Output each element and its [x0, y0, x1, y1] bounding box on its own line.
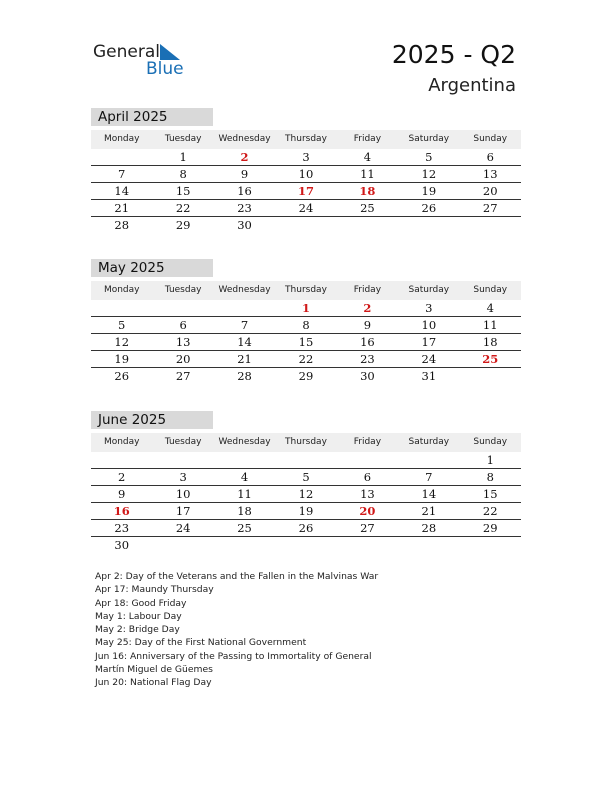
day-cell: 30: [114, 538, 130, 552]
day-cell: 6: [179, 318, 187, 332]
day-cell: 25: [360, 201, 375, 215]
day-cell: 8: [486, 470, 494, 484]
month-may: [91, 259, 521, 384]
day-cell: 23: [237, 201, 252, 215]
day-cell: 24: [175, 521, 191, 535]
week-row: [91, 503, 521, 520]
day-cell: 28: [114, 218, 130, 232]
weekday-label: Thursday: [285, 285, 327, 295]
day-cell: 29: [298, 369, 314, 383]
day-cell: 19: [421, 184, 437, 198]
week-row: [91, 469, 521, 486]
day-cell: 9: [363, 318, 372, 332]
weekday-header: [91, 281, 521, 300]
day-cell: 20: [359, 504, 376, 518]
day-cell: 2: [363, 301, 372, 315]
day-cell: [460, 537, 521, 553]
day-cell: 10: [421, 318, 437, 332]
day-cell: 22: [298, 352, 314, 366]
holiday-note: Apr 2: Day of the Veterans and the Fallen in the Malvinas War: [95, 571, 379, 582]
day-cell: 1: [179, 150, 187, 164]
week-row: [91, 217, 521, 233]
day-cell: 21: [421, 504, 437, 518]
day-cell: 17: [421, 335, 437, 349]
day-cell: 6: [486, 150, 494, 164]
week-row: [91, 317, 521, 334]
day-cell: 20: [175, 352, 191, 366]
week-row: [91, 300, 521, 317]
holiday-notes: [95, 570, 378, 690]
day-cell: [398, 537, 459, 553]
day-cell: 21: [114, 201, 130, 215]
day-cell: 17: [297, 184, 314, 198]
day-cell: 27: [360, 521, 375, 535]
day-cell: 2: [240, 150, 249, 164]
holiday-note: Jun 20: National Flag Day: [95, 677, 212, 689]
day-cell: [214, 537, 275, 553]
day-cell: [275, 537, 336, 553]
month-april: [91, 108, 521, 233]
day-cell: 12: [114, 335, 130, 349]
weekday-label: Sunday: [473, 437, 508, 447]
holiday-note: May 1: Labour Day: [95, 610, 182, 622]
weekday-label: Monday: [103, 437, 140, 447]
week-row: [91, 149, 521, 166]
day-cell: 12: [298, 487, 314, 501]
day-cell: [91, 300, 152, 316]
day-cell: 17: [175, 504, 191, 518]
weekday-header: [91, 130, 521, 149]
day-cell: 13: [360, 487, 375, 501]
week-row: [91, 452, 521, 469]
day-cell: 30: [237, 218, 252, 232]
logo-general-text: General: [93, 42, 160, 62]
day-cell: [398, 452, 459, 468]
day-cell: [152, 300, 213, 316]
day-cell: 29: [482, 521, 498, 535]
day-cell: [214, 452, 275, 468]
day-cell: 1: [486, 453, 494, 467]
day-cell: [91, 149, 152, 165]
day-cell: 5: [118, 318, 126, 332]
day-cell: 22: [482, 504, 498, 518]
weekday-label: Friday: [353, 285, 382, 295]
week-row: [91, 520, 521, 537]
day-cell: 18: [482, 335, 498, 349]
day-cell: 4: [363, 150, 372, 164]
week-row: [91, 351, 521, 368]
day-cell: 31: [421, 369, 437, 383]
day-cell: 11: [482, 318, 498, 332]
holiday-note: Jun 16: Anniversary of the Passing to Immortality of General: [95, 650, 372, 662]
day-cell: 23: [114, 521, 130, 535]
day-cell: 3: [302, 150, 310, 164]
day-cell: 13: [482, 167, 498, 181]
month-label: May 2025: [91, 259, 213, 277]
day-cell: 9: [240, 167, 249, 181]
day-cell: 3: [179, 470, 187, 484]
country-name: Argentina: [428, 75, 516, 96]
day-cell: 12: [421, 167, 437, 181]
day-cell: 22: [175, 201, 191, 215]
weekday-label: Sunday: [473, 285, 508, 295]
day-cell: 20: [482, 184, 498, 198]
day-cell: 26: [114, 369, 130, 383]
day-cell: 7: [240, 318, 249, 332]
day-cell: 1: [301, 301, 310, 315]
holiday-note: May 25: Day of the First National Government: [95, 637, 307, 649]
logo: [93, 40, 193, 80]
day-cell: [91, 452, 152, 468]
day-cell: 10: [175, 487, 191, 501]
weekday-label: Wednesday: [218, 285, 271, 295]
weekday-label: Saturday: [408, 134, 450, 144]
weekday-label: Thursday: [285, 134, 327, 144]
day-cell: 16: [237, 184, 252, 198]
week-row: [91, 200, 521, 217]
weekday-label: Friday: [353, 134, 382, 144]
day-cell: 7: [118, 167, 126, 181]
day-cell: [275, 452, 336, 468]
day-cell: 11: [237, 487, 252, 501]
day-cell: 9: [118, 487, 126, 501]
weekday-label: Monday: [103, 285, 140, 295]
day-cell: 18: [359, 184, 376, 198]
day-cell: 18: [237, 504, 252, 518]
logo-blue-text: Blue: [146, 59, 184, 79]
day-cell: 27: [175, 369, 191, 383]
day-cell: [398, 217, 459, 233]
day-cell: 5: [302, 470, 310, 484]
logo-triangle-icon: [160, 44, 180, 60]
month-june: [91, 411, 521, 553]
day-cell: [337, 452, 398, 468]
weekday-label: Monday: [103, 134, 140, 144]
week-row: [91, 368, 521, 384]
day-cell: 21: [237, 352, 252, 366]
holiday-note: Martín Miguel de Güemes: [95, 664, 213, 676]
day-cell: 15: [298, 335, 314, 349]
day-cell: [337, 537, 398, 553]
week-row: [91, 183, 521, 200]
holiday-note: May 2: Bridge Day: [95, 624, 180, 636]
day-cell: 6: [363, 470, 372, 484]
weekday-label: Friday: [353, 437, 382, 447]
week-row: [91, 537, 521, 553]
day-cell: 3: [425, 301, 433, 315]
day-cell: 16: [360, 335, 375, 349]
week-row: [91, 334, 521, 351]
day-cell: [460, 217, 521, 233]
day-cell: 26: [298, 521, 314, 535]
day-cell: 11: [360, 167, 375, 181]
day-cell: 4: [486, 301, 494, 315]
day-cell: 25: [237, 521, 252, 535]
day-cell: 5: [425, 150, 433, 164]
day-cell: 8: [302, 318, 310, 332]
day-cell: 29: [175, 218, 191, 232]
day-cell: 24: [421, 352, 437, 366]
day-cell: [214, 300, 275, 316]
day-cell: 28: [237, 369, 252, 383]
day-cell: 23: [360, 352, 375, 366]
day-cell: 30: [360, 369, 375, 383]
day-cell: [460, 368, 521, 384]
day-cell: 7: [425, 470, 433, 484]
day-cell: 15: [175, 184, 191, 198]
week-row: [91, 486, 521, 503]
weekday-label: Wednesday: [218, 437, 271, 447]
holiday-note: Apr 18: Good Friday: [95, 597, 187, 609]
day-cell: 2: [118, 470, 126, 484]
day-cell: [337, 217, 398, 233]
day-cell: 19: [114, 352, 130, 366]
day-cell: [152, 537, 213, 553]
weekday-label: Saturday: [408, 437, 450, 447]
week-row: [91, 166, 521, 183]
day-cell: 19: [298, 504, 314, 518]
weekday-label: Saturday: [408, 285, 450, 295]
month-label: April 2025: [91, 108, 213, 126]
day-cell: 28: [421, 521, 437, 535]
day-cell: 4: [240, 470, 249, 484]
weekday-label: Sunday: [473, 134, 508, 144]
day-cell: 14: [421, 487, 437, 501]
day-cell: 8: [179, 167, 187, 181]
weekday-label: Tuesday: [164, 285, 202, 295]
day-cell: 16: [113, 504, 130, 518]
holiday-note: Apr 17: Maundy Thursday: [95, 584, 214, 596]
day-cell: 14: [114, 184, 130, 198]
day-cell: 13: [175, 335, 191, 349]
weekday-label: Thursday: [285, 437, 327, 447]
weekday-label: Wednesday: [218, 134, 271, 144]
day-cell: 27: [482, 201, 498, 215]
weekday-label: Tuesday: [164, 437, 202, 447]
day-cell: 15: [482, 487, 498, 501]
day-cell: 24: [298, 201, 314, 215]
month-label: June 2025: [91, 411, 213, 429]
weekday-header: [91, 433, 521, 452]
weekday-label: Tuesday: [164, 134, 202, 144]
day-cell: 10: [298, 167, 314, 181]
day-cell: [275, 217, 336, 233]
day-cell: 14: [237, 335, 252, 349]
page-title: 2025 - Q2: [391, 40, 516, 69]
day-cell: 26: [421, 201, 437, 215]
day-cell: [152, 452, 213, 468]
day-cell: 25: [482, 352, 499, 366]
